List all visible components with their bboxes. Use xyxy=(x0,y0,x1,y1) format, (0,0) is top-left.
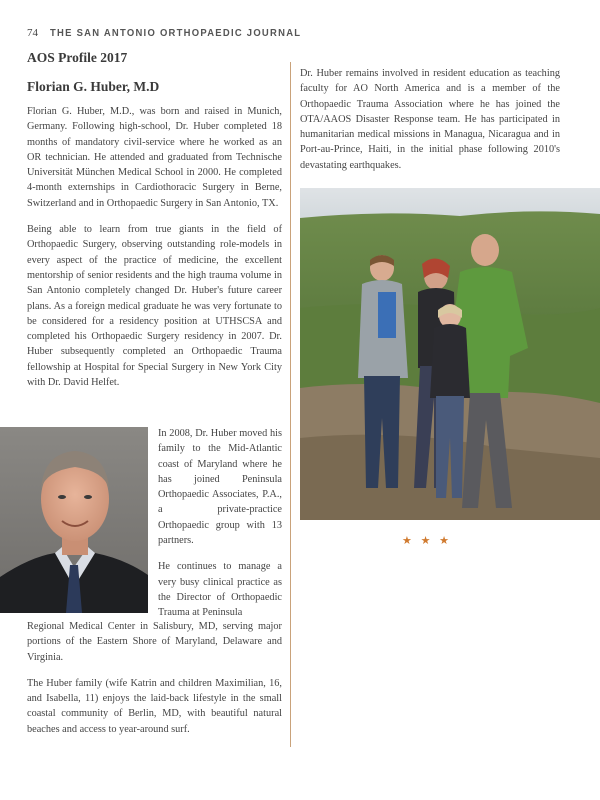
page-number: 74 xyxy=(27,27,38,39)
portrait-photo xyxy=(0,427,148,613)
left-column xyxy=(27,50,282,401)
page-header xyxy=(27,24,329,42)
section-title: AOS Profile 2017 xyxy=(27,50,128,65)
family-photo xyxy=(300,188,600,520)
paragraph-biography: Florian G. Huber, M.D., was born and raised in Munich, Germany. Following high-school, Dr. Huber completed 18 months of mandatory civil-service where he worked as an OR technician. He attended and graduated from Technische Universität München Medical School in 2000. He completed 4-month externships in Cardiothoracic Surgery in Berne, Switzerland and in Orthopaedic Surgery in San Antonio, TX. xyxy=(27,106,282,209)
end-of-article-marker: ★ ★ ★ xyxy=(401,535,453,547)
paragraph-education: Dr. Huber remains involved in resident education as teaching faculty for AO North America and is a member of the Orthopaedic Trauma Association where he has joined the OTA/AAOS Disaster Response team. He has participated in humanitarian medical missions in Managua, Nicaragua and in Port-au-Prince, Haiti, in the initial phase following 2010's devastating earthquakes. xyxy=(300,68,560,171)
paragraph-training: Being able to learn from true giants in the field of Orthopaedic Surgery, observing outstanding role-models in every aspect of the practice of medicine, the excellent mentorship of senior residents and the high trauma volume in San Antonio completely changed Dr. Huber's future career plans. As a foreign medical graduate he was very fortunate to be considered for a residency position at UTHSCSA and completed his Orthopaedic Surgery residency in 2007. Dr. Huber subsequently completed an Orthopaedic Trauma fellowship at Hospital for Special Surgery in New York City with Dr. David Helfet. xyxy=(27,224,282,389)
paragraph-practice: In 2008, Dr. Huber moved his family to the Mid-Atlantic coast of Maryland where he has joined Peninsula Orthopaedic Associates, P.A., a private-practice Orthopaedic group with 13 partners. xyxy=(158,428,282,547)
wrapped-text-column xyxy=(158,426,282,621)
paragraph-family: The Huber family (wife Katrin and children Maximilian, 16, and Isabella, 11) enjoys the laid-back lifestyle in the small coastal community of Berlin, MD, with beautiful natural beaches and access to year-around surf. xyxy=(27,677,282,735)
author-name: Florian G. Huber, M.D xyxy=(27,79,160,94)
paragraph-director-end: Regional Medical Center in Salisbury, MD, serving major portions of the Eastern Shore of Maryland, Delaware and Virginia. xyxy=(27,621,282,663)
paragraph-director-start: He continues to manage a very busy clinical practice as the Director of Orthopaedic Trauma at Peninsula xyxy=(158,561,282,619)
right-column xyxy=(300,66,560,184)
journal-title: THE SAN ANTONIO ORTHOPAEDIC JOURNAL xyxy=(50,27,302,39)
left-bottom-text xyxy=(27,619,282,748)
column-divider xyxy=(290,62,291,747)
